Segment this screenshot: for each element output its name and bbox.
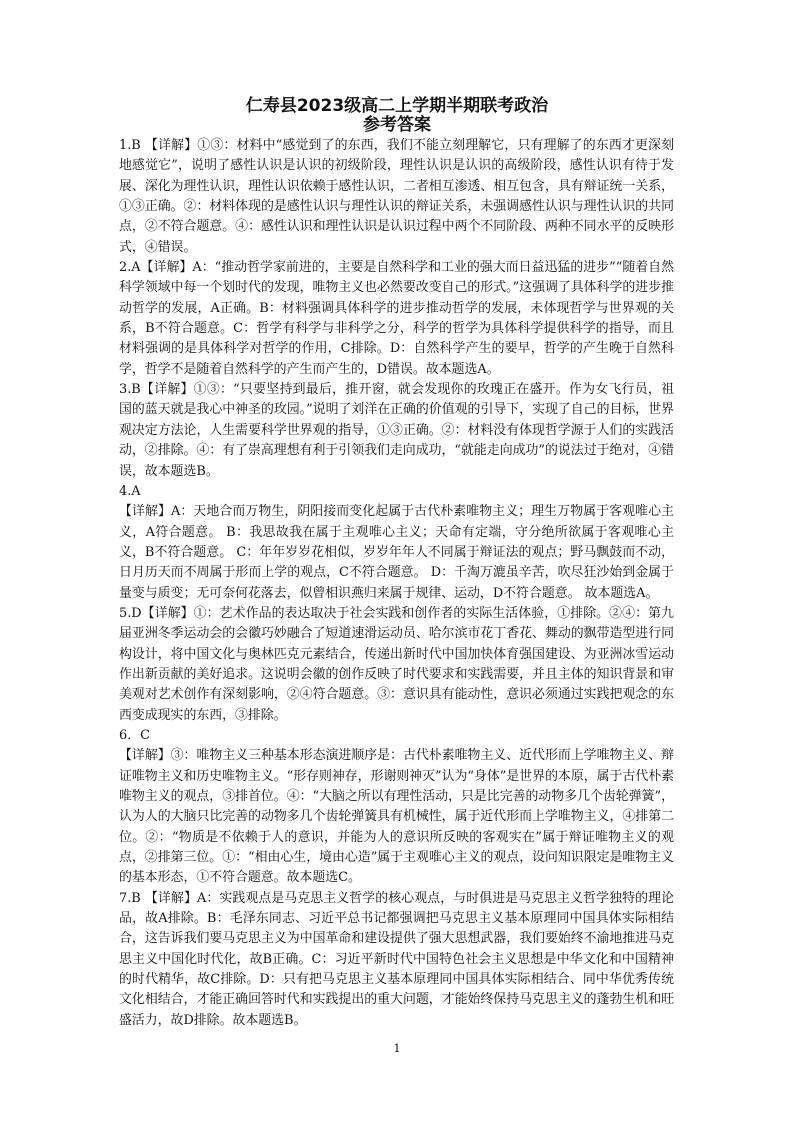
- answer-list: [119, 136, 674, 1031]
- document-subtitle: 参考答案: [363, 115, 431, 135]
- answer-4-detail: 【详解】A：天地合而万物生，阴阳接而变化起属于古代朴素唯物主义；理生万物属于客观唯心主义，A符合题意。 B：我思故我在属于主观唯心主义；天命有定端，守分绝所欲属于客观唯心主义，B不符合题意。 C：年年岁岁花相似，岁岁年年人不同属于辩证法的观点；野马飘鼓而不动，日月历天而不周属于形而上学的观点，C不符合题意。 D：千淘万漉虽辛苦，吹尽狂沙始到金属于量变与质变；无可奈何花落去，似曾相识燕归来属于规律、运动，D不符合题意。 故本题选A。: [119, 504, 674, 601]
- answer-6-detail: 【详解】③：唯物主义三种基本形态演进顺序是：古代朴素唯物主义、近代形而上学唯物主义、辩证唯物主义和历史唯物主义。“形存则神存，形谢则神灭”认为“身体”是世界的本原，属于古代朴素唯物主义的观点，③排首位。④：“大脑之所以有理性活动，只是比完善的动物多几个齿轮弹簧”，认为人的大脑只比完善的动物多几个齿轮弹簧具有机械性，属于近代形而上学唯物主义，④排第二位。②：“物质是不依赖于人的意识，并能为人的意识所反映的客观实在”属于辩证唯物主义的观点，②排第三位。①：“相由心生，境由心造”属于主观唯心主义的观点，设问知识限定是唯物主义的基本形态，①不符合题意。故本题选C。: [119, 748, 674, 886]
- document-title: 仁寿县2023级高二上学期半期联考政治: [245, 96, 549, 116]
- answer-5: 5.D【详解】①：艺术作品的表达取决于社会实践和创作者的实际生活体验，①排除。②④：第九届亚洲冬季运动会的会徽巧妙融合了短道速滑运动员、哈尔滨市花丁香花、舞动的飘带造型进行同构设计，将中国文化与奥林匹克元素结合，传递出新时代中国加快体育强国建设、为亚洲冰雪运动作出新贡献的美好追求。这说明会徽的创作反映了时代要求和实践需要，并且主体的知识背景和审美观对艺术创作有深刻影响，②④符合题意。③：意识具有能动性，意识必须通过实践把观念的东西变成现实的东西，③排除。: [119, 605, 674, 723]
- answer-7: 7.B 【详解】A：实践观点是马克思主义哲学的核心观点，与时俱进是马克思主义哲学独特的理论品，故A排除。B：毛泽东同志、习近平总书记都强调把马克思主义基本原理同中国具体实际相结合，这告诉我们要马克思主义为中国革命和建设提供了强大思想武器，我们要始终不渝地推进马克思主义中国化时代化，故B正确。C：习近平新时代中国特色社会主义思想是中华文化和中国精神的时代精华，故C排除。D：只有把马克思主义基本原理同中国具体实际相结合、同中华优秀传统文化相结合，才能正确回答时代和实践提出的重大问题，才能始终保持马克思主义的蓬勃生机和旺盛活力，故D排除。故本题选B。: [119, 890, 674, 1028]
- answer-3: 3.B【详解】①③：“只要坚持到最后，推开窗，就会发现你的玫瑰正在盛开。作为女飞行员，祖国的蓝天就是我心中神圣的玫园。”说明了刘洋在正确的价值观的引导下，实现了自己的目标，世界观决定方法论，人生需要科学世界观的指导，①③正确。②：材料没有体现哲学源于人们的实践活动，②排除。④：有了崇高理想有利于引领我们走向成功，“就能走向成功”的说法过于绝对，④错误，故本题选B。: [119, 382, 674, 479]
- page-number: 1: [393, 1042, 401, 1055]
- answer-4-key: 4.A: [119, 483, 141, 499]
- answer-6-key: 6．C: [119, 727, 150, 743]
- answer-2: 2.A【详解】A：“推动哲学家前进的，主要是自然科学和工业的强大而日益迅猛的进步”“随着自然科学领域中每一个划时代的发现，唯物主义也必然要改变自己的形式。”这强调了具体科学的进步推动哲学的发展，A正确。B：材料强调具体科学的进步推动哲学的发展，未体现哲学与世界观的关系，B不符合题意。C：哲学有科学与非科学之分，科学的哲学为具体科学提供科学的指导，而且材料强调的是具体科学对哲学的作用，C排除。D：自然科学产生的要早，哲学的产生晚于自然科学，哲学不是随着自然科学的产生而产生的，D错误。故本题选A。: [119, 260, 674, 377]
- answer-1: 1.B 【详解】①③：材料中“感觉到了的东西，我们不能立刻理解它，只有理解了的东西才更深刻地感觉它”，说明了感性认识是认识的初级阶段，理性认识是认识的高级阶段，感性认识有待于发展、深化为理性认识，理性认识依赖于感性认识，二者相互渗透、相互包含，具有辩证统一关系，①③正确。②：材料体现的是感性认识与理性认识的辩证关系，未强调感性认识与理性认识的共同点，②不符合题意。④：感性认识和理性认识是认识过程中两个不同阶段、两种不同水平的反映形式，④错误。: [119, 138, 674, 255]
